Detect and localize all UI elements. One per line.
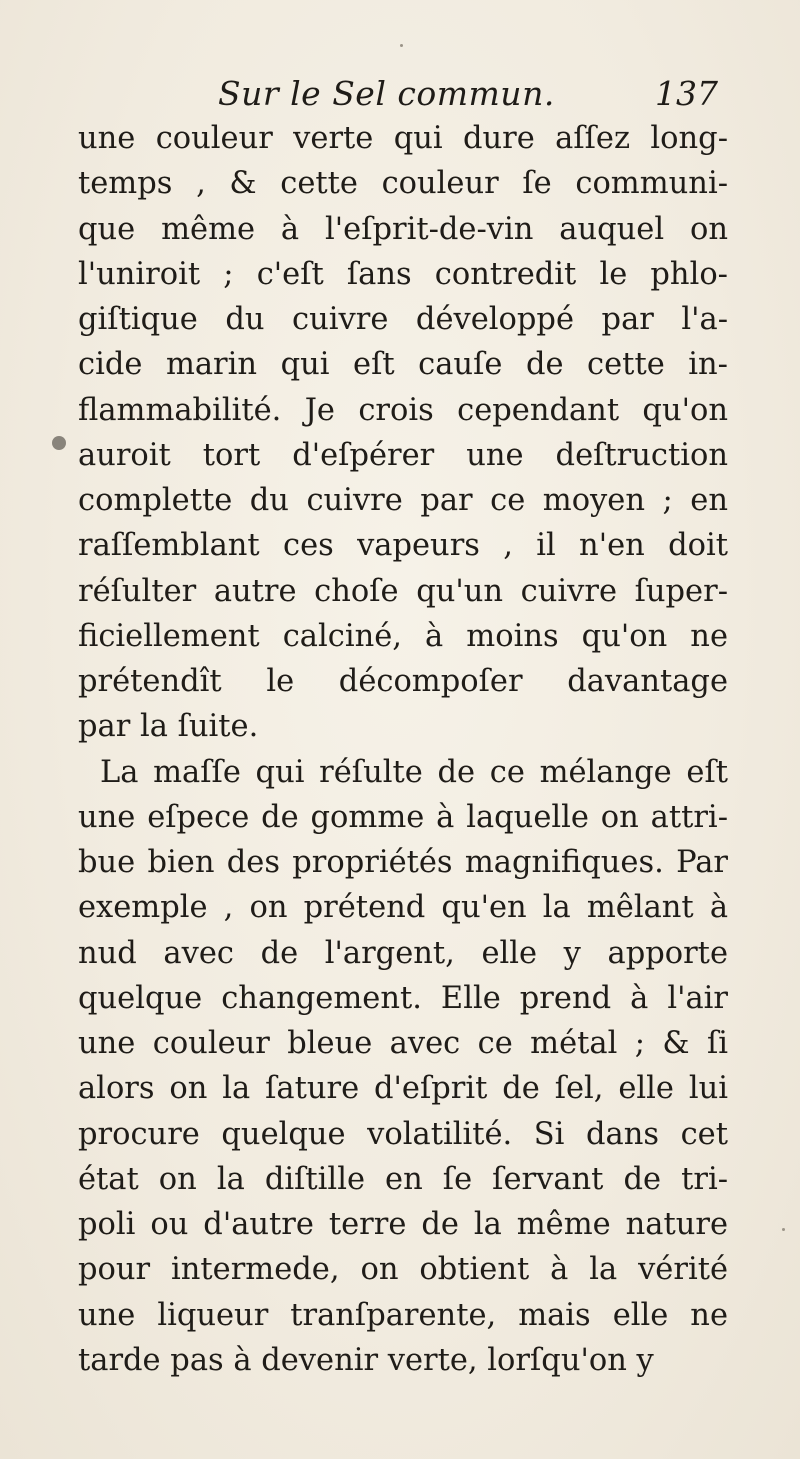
- text-line: quelque changement. Elle prend à l'air: [78, 980, 728, 1016]
- text-line: par la ſuite.: [78, 709, 259, 745]
- text-line: une couleur bleue avec ce métal ; & ſi: [78, 1026, 728, 1061]
- text-line: exemple , on prétend qu'en la mêlant à: [78, 890, 728, 926]
- text-line: nud avec de l'argent, elle y apporte: [78, 935, 728, 971]
- paragraph-2: [78, 750, 728, 1384]
- text-line: état on la diſtille en ſe ſervant de tri-: [78, 1161, 728, 1197]
- text-line: une liqueur tranſparente, mais elle ne: [78, 1297, 728, 1333]
- running-head-title: Sur le Sel commun.: [218, 74, 555, 113]
- ink-speck: [52, 436, 66, 450]
- text-line: prétendît le décompoſer davantage: [78, 664, 728, 699]
- text-line: raſſemblant ces vapeurs , il n'en doit: [78, 528, 728, 564]
- text-line: réſulter autre choſe qu'un cuivre ſuper-: [78, 573, 728, 609]
- text-line: que même à l'eſprit-de-vin auquel on: [78, 211, 728, 247]
- text-line: ficiellement calciné, à moins qu'on ne: [78, 618, 728, 654]
- page-number: 137: [655, 74, 718, 113]
- text-line: auroit tort d'eſpérer une deſtruction: [78, 437, 728, 473]
- text-line: temps , & cette couleur ſe communi-: [78, 166, 728, 202]
- text-line: bue bien des propriétés magnifiques. Par: [78, 845, 728, 880]
- running-head: [218, 74, 718, 114]
- text-line: La maſſe qui réſulte de ce mélange eſt: [100, 754, 728, 790]
- text-line: flammabilité. Je crois cependant qu'on: [78, 392, 728, 428]
- text-line: tarde pas à devenir verte, lorſqu'on y: [78, 1342, 654, 1378]
- text-line: une couleur verte qui dure aſſez long-: [78, 121, 728, 156]
- text-line: poli ou d'autre terre de la même nature: [78, 1207, 728, 1242]
- paper-mark: [782, 1228, 785, 1231]
- text-line: une eſpece de gomme à laquelle on attri-: [78, 799, 728, 835]
- text-line: procure quelque volatilité. Si dans cet: [78, 1116, 728, 1152]
- text-line: cide marin qui eſt cauſe de cette in-: [78, 347, 728, 383]
- paragraph-1: [78, 116, 728, 750]
- body-text: [78, 116, 728, 1383]
- text-line: alors on la ſature d'eſprit de ſel, elle lui: [78, 1071, 728, 1107]
- text-line: giſtique du cuivre développé par l'a-: [78, 302, 728, 337]
- text-line: complette du cuivre par ce moyen ; en: [78, 483, 728, 518]
- text-line: l'uniroit ; c'eſt ſans contredit le phlo-: [78, 256, 728, 292]
- paper-mark: [400, 44, 403, 47]
- text-line: pour intermede, on obtient à la vérité: [78, 1252, 728, 1288]
